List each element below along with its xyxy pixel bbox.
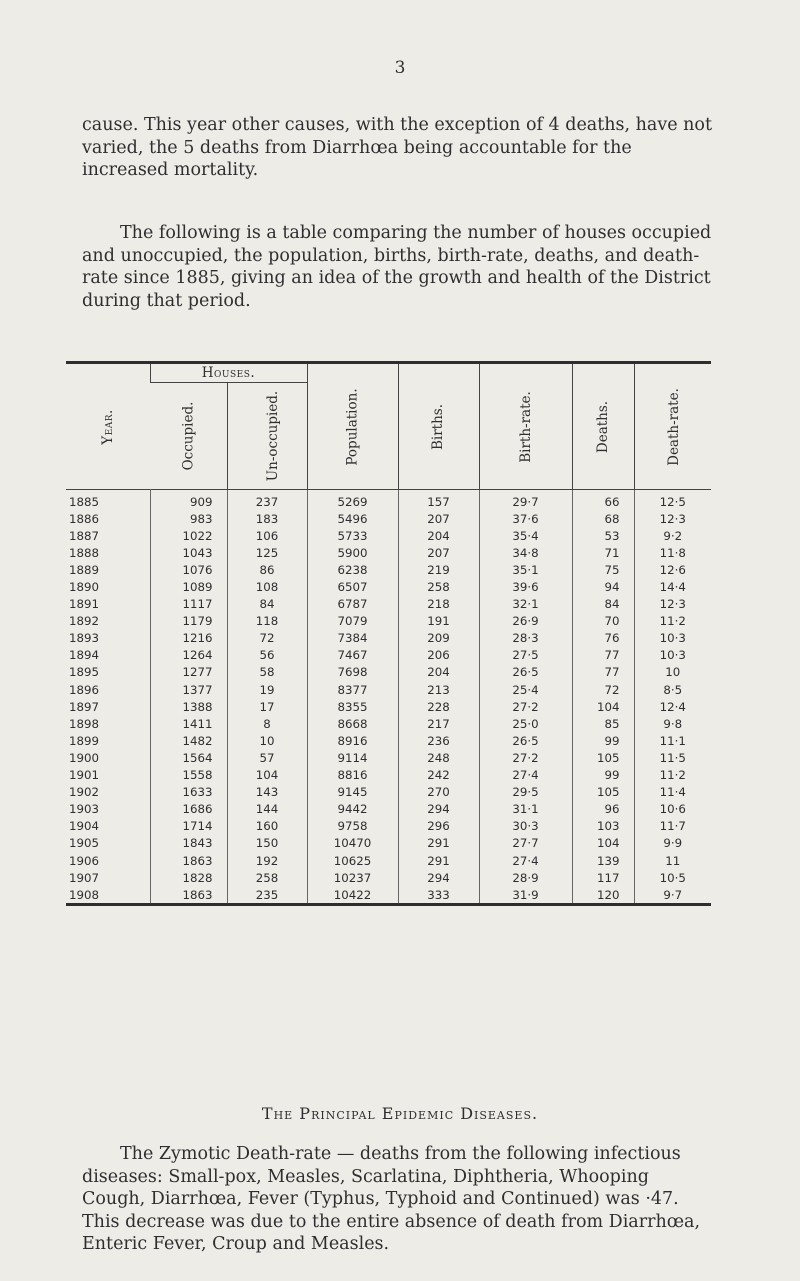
header-death-rate: Death-rate. bbox=[634, 364, 711, 490]
table-row bbox=[66, 596, 711, 613]
cell-occupied: 1828 bbox=[150, 869, 227, 886]
cell-death-rate: 11·2 bbox=[634, 767, 711, 784]
cell-occupied: 1089 bbox=[150, 578, 227, 595]
header-year: Year. bbox=[99, 408, 116, 445]
cell-occupied: 1022 bbox=[150, 527, 227, 544]
cell-birth-rate: 26·5 bbox=[479, 732, 572, 749]
cell-birth-rate: 31·9 bbox=[479, 886, 572, 903]
cell-death-rate: 8·5 bbox=[634, 681, 711, 698]
cell-deaths: 71 bbox=[572, 544, 634, 561]
cell-death-rate: 11·7 bbox=[634, 818, 711, 835]
cell-unoccupied: 8 bbox=[227, 715, 307, 732]
cell-birth-rate: 29·7 bbox=[479, 490, 572, 511]
cell-death-rate: 10 bbox=[634, 664, 711, 681]
table-row bbox=[66, 527, 711, 544]
cell-occupied: 1076 bbox=[150, 561, 227, 578]
cell-birth-rate: 26·9 bbox=[479, 613, 572, 630]
cell-unoccupied: 150 bbox=[227, 835, 307, 852]
cell-births: 206 bbox=[398, 647, 479, 664]
table-row bbox=[66, 490, 711, 511]
table-row bbox=[66, 852, 711, 869]
cell-deaths: 120 bbox=[572, 886, 634, 903]
cell-population: 10625 bbox=[307, 852, 398, 869]
cell-deaths: 139 bbox=[572, 852, 634, 869]
cell-death-rate: 9·7 bbox=[634, 886, 711, 903]
cell-occupied: 1388 bbox=[150, 698, 227, 715]
cell-deaths: 66 bbox=[572, 490, 634, 511]
cell-births: 270 bbox=[398, 784, 479, 801]
cell-occupied: 1264 bbox=[150, 647, 227, 664]
cell-year: 1890 bbox=[69, 580, 100, 595]
cell-year: 1907 bbox=[69, 870, 100, 885]
cell-unoccupied: 143 bbox=[227, 784, 307, 801]
header-occupied: Occupied. bbox=[150, 383, 227, 490]
cell-year: 1898 bbox=[69, 716, 100, 731]
cell-birth-rate: 37·6 bbox=[479, 510, 572, 527]
cell-deaths: 103 bbox=[572, 818, 634, 835]
cell-death-rate: 10·3 bbox=[634, 630, 711, 647]
table-row bbox=[66, 630, 711, 647]
cell-population: 6507 bbox=[307, 578, 398, 595]
cell-unoccupied: 56 bbox=[227, 647, 307, 664]
table-row bbox=[66, 715, 711, 732]
cell-occupied: 1117 bbox=[150, 596, 227, 613]
cell-births: 294 bbox=[398, 801, 479, 818]
cell-population: 7467 bbox=[307, 647, 398, 664]
cell-births: 291 bbox=[398, 835, 479, 852]
table-row bbox=[66, 869, 711, 886]
cell-births: 191 bbox=[398, 613, 479, 630]
cell-death-rate: 11 bbox=[634, 852, 711, 869]
cell-population: 7384 bbox=[307, 630, 398, 647]
cell-population: 8668 bbox=[307, 715, 398, 732]
table-row bbox=[66, 784, 711, 801]
table-body bbox=[66, 490, 711, 904]
header-birth-rate: Birth-rate. bbox=[479, 364, 572, 490]
cell-year: 1899 bbox=[69, 733, 100, 748]
cell-birth-rate: 27·7 bbox=[479, 835, 572, 852]
cell-population: 6238 bbox=[307, 561, 398, 578]
cell-death-rate: 10·3 bbox=[634, 647, 711, 664]
cell-unoccupied: 258 bbox=[227, 869, 307, 886]
cell-unoccupied: 17 bbox=[227, 698, 307, 715]
cell-year: 1903 bbox=[69, 802, 100, 817]
cell-death-rate: 12·5 bbox=[634, 490, 711, 511]
cell-births: 207 bbox=[398, 510, 479, 527]
cell-birth-rate: 27·4 bbox=[479, 852, 572, 869]
cell-year: 1900 bbox=[69, 750, 100, 765]
cell-deaths: 76 bbox=[572, 630, 634, 647]
table-row bbox=[66, 544, 711, 561]
cell-death-rate: 11·1 bbox=[634, 732, 711, 749]
header-unoccupied: Un-occupied. bbox=[227, 383, 307, 490]
cell-unoccupied: 144 bbox=[227, 801, 307, 818]
cell-population: 9114 bbox=[307, 749, 398, 766]
cell-birth-rate: 29·5 bbox=[479, 784, 572, 801]
cell-year: 1892 bbox=[69, 614, 100, 629]
cell-year: 1886 bbox=[69, 511, 100, 526]
cell-births: 204 bbox=[398, 527, 479, 544]
cell-births: 291 bbox=[398, 852, 479, 869]
cell-unoccupied: 10 bbox=[227, 732, 307, 749]
cell-deaths: 85 bbox=[572, 715, 634, 732]
cell-birth-rate: 28·9 bbox=[479, 869, 572, 886]
cell-births: 248 bbox=[398, 749, 479, 766]
cell-unoccupied: 58 bbox=[227, 664, 307, 681]
cell-year: 1904 bbox=[69, 819, 100, 834]
cell-year: 1891 bbox=[69, 597, 100, 612]
cell-year: 1894 bbox=[69, 648, 100, 663]
table-row bbox=[66, 749, 711, 766]
table-row bbox=[66, 664, 711, 681]
cell-occupied: 1277 bbox=[150, 664, 227, 681]
cell-deaths: 117 bbox=[572, 869, 634, 886]
cell-deaths: 99 bbox=[572, 767, 634, 784]
cell-year: 1906 bbox=[69, 853, 100, 868]
cell-year: 1888 bbox=[69, 545, 100, 560]
cell-unoccupied: 118 bbox=[227, 613, 307, 630]
table-row bbox=[66, 647, 711, 664]
section-heading: The Principal Epidemic Diseases. bbox=[261, 1104, 539, 1123]
cell-unoccupied: 235 bbox=[227, 886, 307, 903]
cell-year: 1895 bbox=[69, 665, 100, 680]
cell-deaths: 72 bbox=[572, 681, 634, 698]
cell-deaths: 105 bbox=[572, 784, 634, 801]
cell-birth-rate: 26·5 bbox=[479, 664, 572, 681]
cell-births: 333 bbox=[398, 886, 479, 903]
cell-population: 9758 bbox=[307, 818, 398, 835]
cell-births: 296 bbox=[398, 818, 479, 835]
table-row bbox=[66, 886, 711, 903]
cell-year: 1901 bbox=[69, 768, 100, 783]
header-houses: Houses. bbox=[150, 364, 307, 383]
cell-population: 8377 bbox=[307, 681, 398, 698]
cell-population: 7698 bbox=[307, 664, 398, 681]
cell-population: 10237 bbox=[307, 869, 398, 886]
cell-occupied: 1843 bbox=[150, 835, 227, 852]
table-description-paragraph: The following is a table comparing the number of houses occupied and unoccupied, the population, births, birth-rate, deaths, and death-rate since 1885, giving an idea of the growth and health of the District during that period. bbox=[82, 223, 712, 311]
cell-population: 5733 bbox=[307, 527, 398, 544]
cell-population: 6787 bbox=[307, 596, 398, 613]
cell-occupied: 909 bbox=[150, 490, 227, 511]
cell-birth-rate: 25·0 bbox=[479, 715, 572, 732]
cell-population: 9145 bbox=[307, 784, 398, 801]
cell-death-rate: 9·2 bbox=[634, 527, 711, 544]
cell-unoccupied: 84 bbox=[227, 596, 307, 613]
cell-occupied: 1686 bbox=[150, 801, 227, 818]
cell-deaths: 96 bbox=[572, 801, 634, 818]
cell-occupied: 1377 bbox=[150, 681, 227, 698]
cell-unoccupied: 160 bbox=[227, 818, 307, 835]
header-deaths: Deaths. bbox=[572, 364, 634, 490]
table-row bbox=[66, 767, 711, 784]
cell-death-rate: 11·2 bbox=[634, 613, 711, 630]
cell-population: 10470 bbox=[307, 835, 398, 852]
table-row bbox=[66, 510, 711, 527]
cell-births: 217 bbox=[398, 715, 479, 732]
cell-year: 1889 bbox=[69, 562, 100, 577]
cell-deaths: 77 bbox=[572, 664, 634, 681]
zymotic-paragraph: The Zymotic Death-rate — deaths from the following infectious diseases: Small-pox, Measles, Scarlatina, Diphtheria, Whooping Cough, Diarrhœa, Fever (Typhus, Typhoid and Continued) was ·47. This decrease was due to the entire absence of death from Diarrhœa, Enteric Fever, Croup and Measles. bbox=[82, 1144, 701, 1254]
cell-unoccupied: 192 bbox=[227, 852, 307, 869]
cell-year: 1885 bbox=[69, 494, 100, 509]
statistics-table bbox=[66, 361, 711, 906]
table-row bbox=[66, 835, 711, 852]
cell-births: 204 bbox=[398, 664, 479, 681]
cell-birth-rate: 28·3 bbox=[479, 630, 572, 647]
cell-unoccupied: 125 bbox=[227, 544, 307, 561]
cell-unoccupied: 183 bbox=[227, 510, 307, 527]
cell-population: 7079 bbox=[307, 613, 398, 630]
cell-occupied: 1564 bbox=[150, 749, 227, 766]
header-births: Births. bbox=[398, 364, 479, 490]
cell-unoccupied: 57 bbox=[227, 749, 307, 766]
cell-birth-rate: 25·4 bbox=[479, 681, 572, 698]
cell-birth-rate: 32·1 bbox=[479, 596, 572, 613]
cell-death-rate: 10·5 bbox=[634, 869, 711, 886]
cell-births: 218 bbox=[398, 596, 479, 613]
cell-occupied: 1863 bbox=[150, 852, 227, 869]
cell-occupied: 1633 bbox=[150, 784, 227, 801]
cell-birth-rate: 34·8 bbox=[479, 544, 572, 561]
table-row bbox=[66, 801, 711, 818]
cell-year: 1905 bbox=[69, 836, 100, 851]
cell-death-rate: 12·3 bbox=[634, 510, 711, 527]
cell-unoccupied: 106 bbox=[227, 527, 307, 544]
cell-occupied: 1043 bbox=[150, 544, 227, 561]
cell-occupied: 983 bbox=[150, 510, 227, 527]
cell-year: 1896 bbox=[69, 682, 100, 697]
cell-death-rate: 11·8 bbox=[634, 544, 711, 561]
page-number: 3 bbox=[394, 58, 406, 78]
cell-occupied: 1714 bbox=[150, 818, 227, 835]
cell-birth-rate: 27·2 bbox=[479, 698, 572, 715]
cell-unoccupied: 237 bbox=[227, 490, 307, 511]
cell-births: 209 bbox=[398, 630, 479, 647]
cell-death-rate: 10·6 bbox=[634, 801, 711, 818]
cell-births: 258 bbox=[398, 578, 479, 595]
table-row bbox=[66, 698, 711, 715]
cell-deaths: 68 bbox=[572, 510, 634, 527]
cell-death-rate: 12·6 bbox=[634, 561, 711, 578]
cell-births: 236 bbox=[398, 732, 479, 749]
cell-unoccupied: 86 bbox=[227, 561, 307, 578]
cell-population: 8916 bbox=[307, 732, 398, 749]
cell-occupied: 1179 bbox=[150, 613, 227, 630]
cell-birth-rate: 27·2 bbox=[479, 749, 572, 766]
table-row bbox=[66, 818, 711, 835]
cell-year: 1893 bbox=[69, 631, 100, 646]
cell-occupied: 1558 bbox=[150, 767, 227, 784]
cell-births: 228 bbox=[398, 698, 479, 715]
cell-birth-rate: 30·3 bbox=[479, 818, 572, 835]
cell-births: 207 bbox=[398, 544, 479, 561]
cell-birth-rate: 35·1 bbox=[479, 561, 572, 578]
cell-unoccupied: 19 bbox=[227, 681, 307, 698]
cell-deaths: 70 bbox=[572, 613, 634, 630]
cell-death-rate: 12·3 bbox=[634, 596, 711, 613]
cell-year: 1902 bbox=[69, 785, 100, 800]
cell-birth-rate: 27·4 bbox=[479, 767, 572, 784]
cell-deaths: 75 bbox=[572, 561, 634, 578]
cell-population: 5269 bbox=[307, 490, 398, 511]
cell-year: 1887 bbox=[69, 528, 100, 543]
cell-deaths: 104 bbox=[572, 698, 634, 715]
cell-population: 8816 bbox=[307, 767, 398, 784]
cell-occupied: 1863 bbox=[150, 886, 227, 903]
cell-births: 213 bbox=[398, 681, 479, 698]
cell-population: 5900 bbox=[307, 544, 398, 561]
cell-birth-rate: 39·6 bbox=[479, 578, 572, 595]
cell-occupied: 1482 bbox=[150, 732, 227, 749]
cell-unoccupied: 72 bbox=[227, 630, 307, 647]
cell-unoccupied: 104 bbox=[227, 767, 307, 784]
cell-birth-rate: 35·4 bbox=[479, 527, 572, 544]
cell-year: 1897 bbox=[69, 699, 100, 714]
table-row bbox=[66, 561, 711, 578]
cell-occupied: 1216 bbox=[150, 630, 227, 647]
table-row bbox=[66, 681, 711, 698]
cell-deaths: 77 bbox=[572, 647, 634, 664]
cell-unoccupied: 108 bbox=[227, 578, 307, 595]
cell-deaths: 94 bbox=[572, 578, 634, 595]
cell-year: 1908 bbox=[69, 887, 100, 902]
cell-birth-rate: 27·5 bbox=[479, 647, 572, 664]
cell-birth-rate: 31·1 bbox=[479, 801, 572, 818]
cell-births: 219 bbox=[398, 561, 479, 578]
cell-population: 10422 bbox=[307, 886, 398, 903]
cell-death-rate: 9·9 bbox=[634, 835, 711, 852]
cell-births: 157 bbox=[398, 490, 479, 511]
cell-deaths: 53 bbox=[572, 527, 634, 544]
cell-population: 8355 bbox=[307, 698, 398, 715]
cell-births: 294 bbox=[398, 869, 479, 886]
table-row bbox=[66, 613, 711, 630]
cell-deaths: 84 bbox=[572, 596, 634, 613]
cell-death-rate: 11·5 bbox=[634, 749, 711, 766]
cell-death-rate: 9·8 bbox=[634, 715, 711, 732]
cell-population: 5496 bbox=[307, 510, 398, 527]
cell-occupied: 1411 bbox=[150, 715, 227, 732]
cell-death-rate: 14·4 bbox=[634, 578, 711, 595]
header-population: Population. bbox=[307, 364, 398, 490]
table-row bbox=[66, 732, 711, 749]
cell-death-rate: 12·4 bbox=[634, 698, 711, 715]
cell-death-rate: 11·4 bbox=[634, 784, 711, 801]
table-row bbox=[66, 578, 711, 595]
cell-deaths: 105 bbox=[572, 749, 634, 766]
cell-deaths: 99 bbox=[572, 732, 634, 749]
cell-population: 9442 bbox=[307, 801, 398, 818]
intro-paragraph: cause. This year other causes, with the exception of 4 deaths, have not varied, the 5 deaths from Diarrhœa being accountable for the increased mortality. bbox=[82, 115, 712, 180]
cell-deaths: 104 bbox=[572, 835, 634, 852]
cell-births: 242 bbox=[398, 767, 479, 784]
